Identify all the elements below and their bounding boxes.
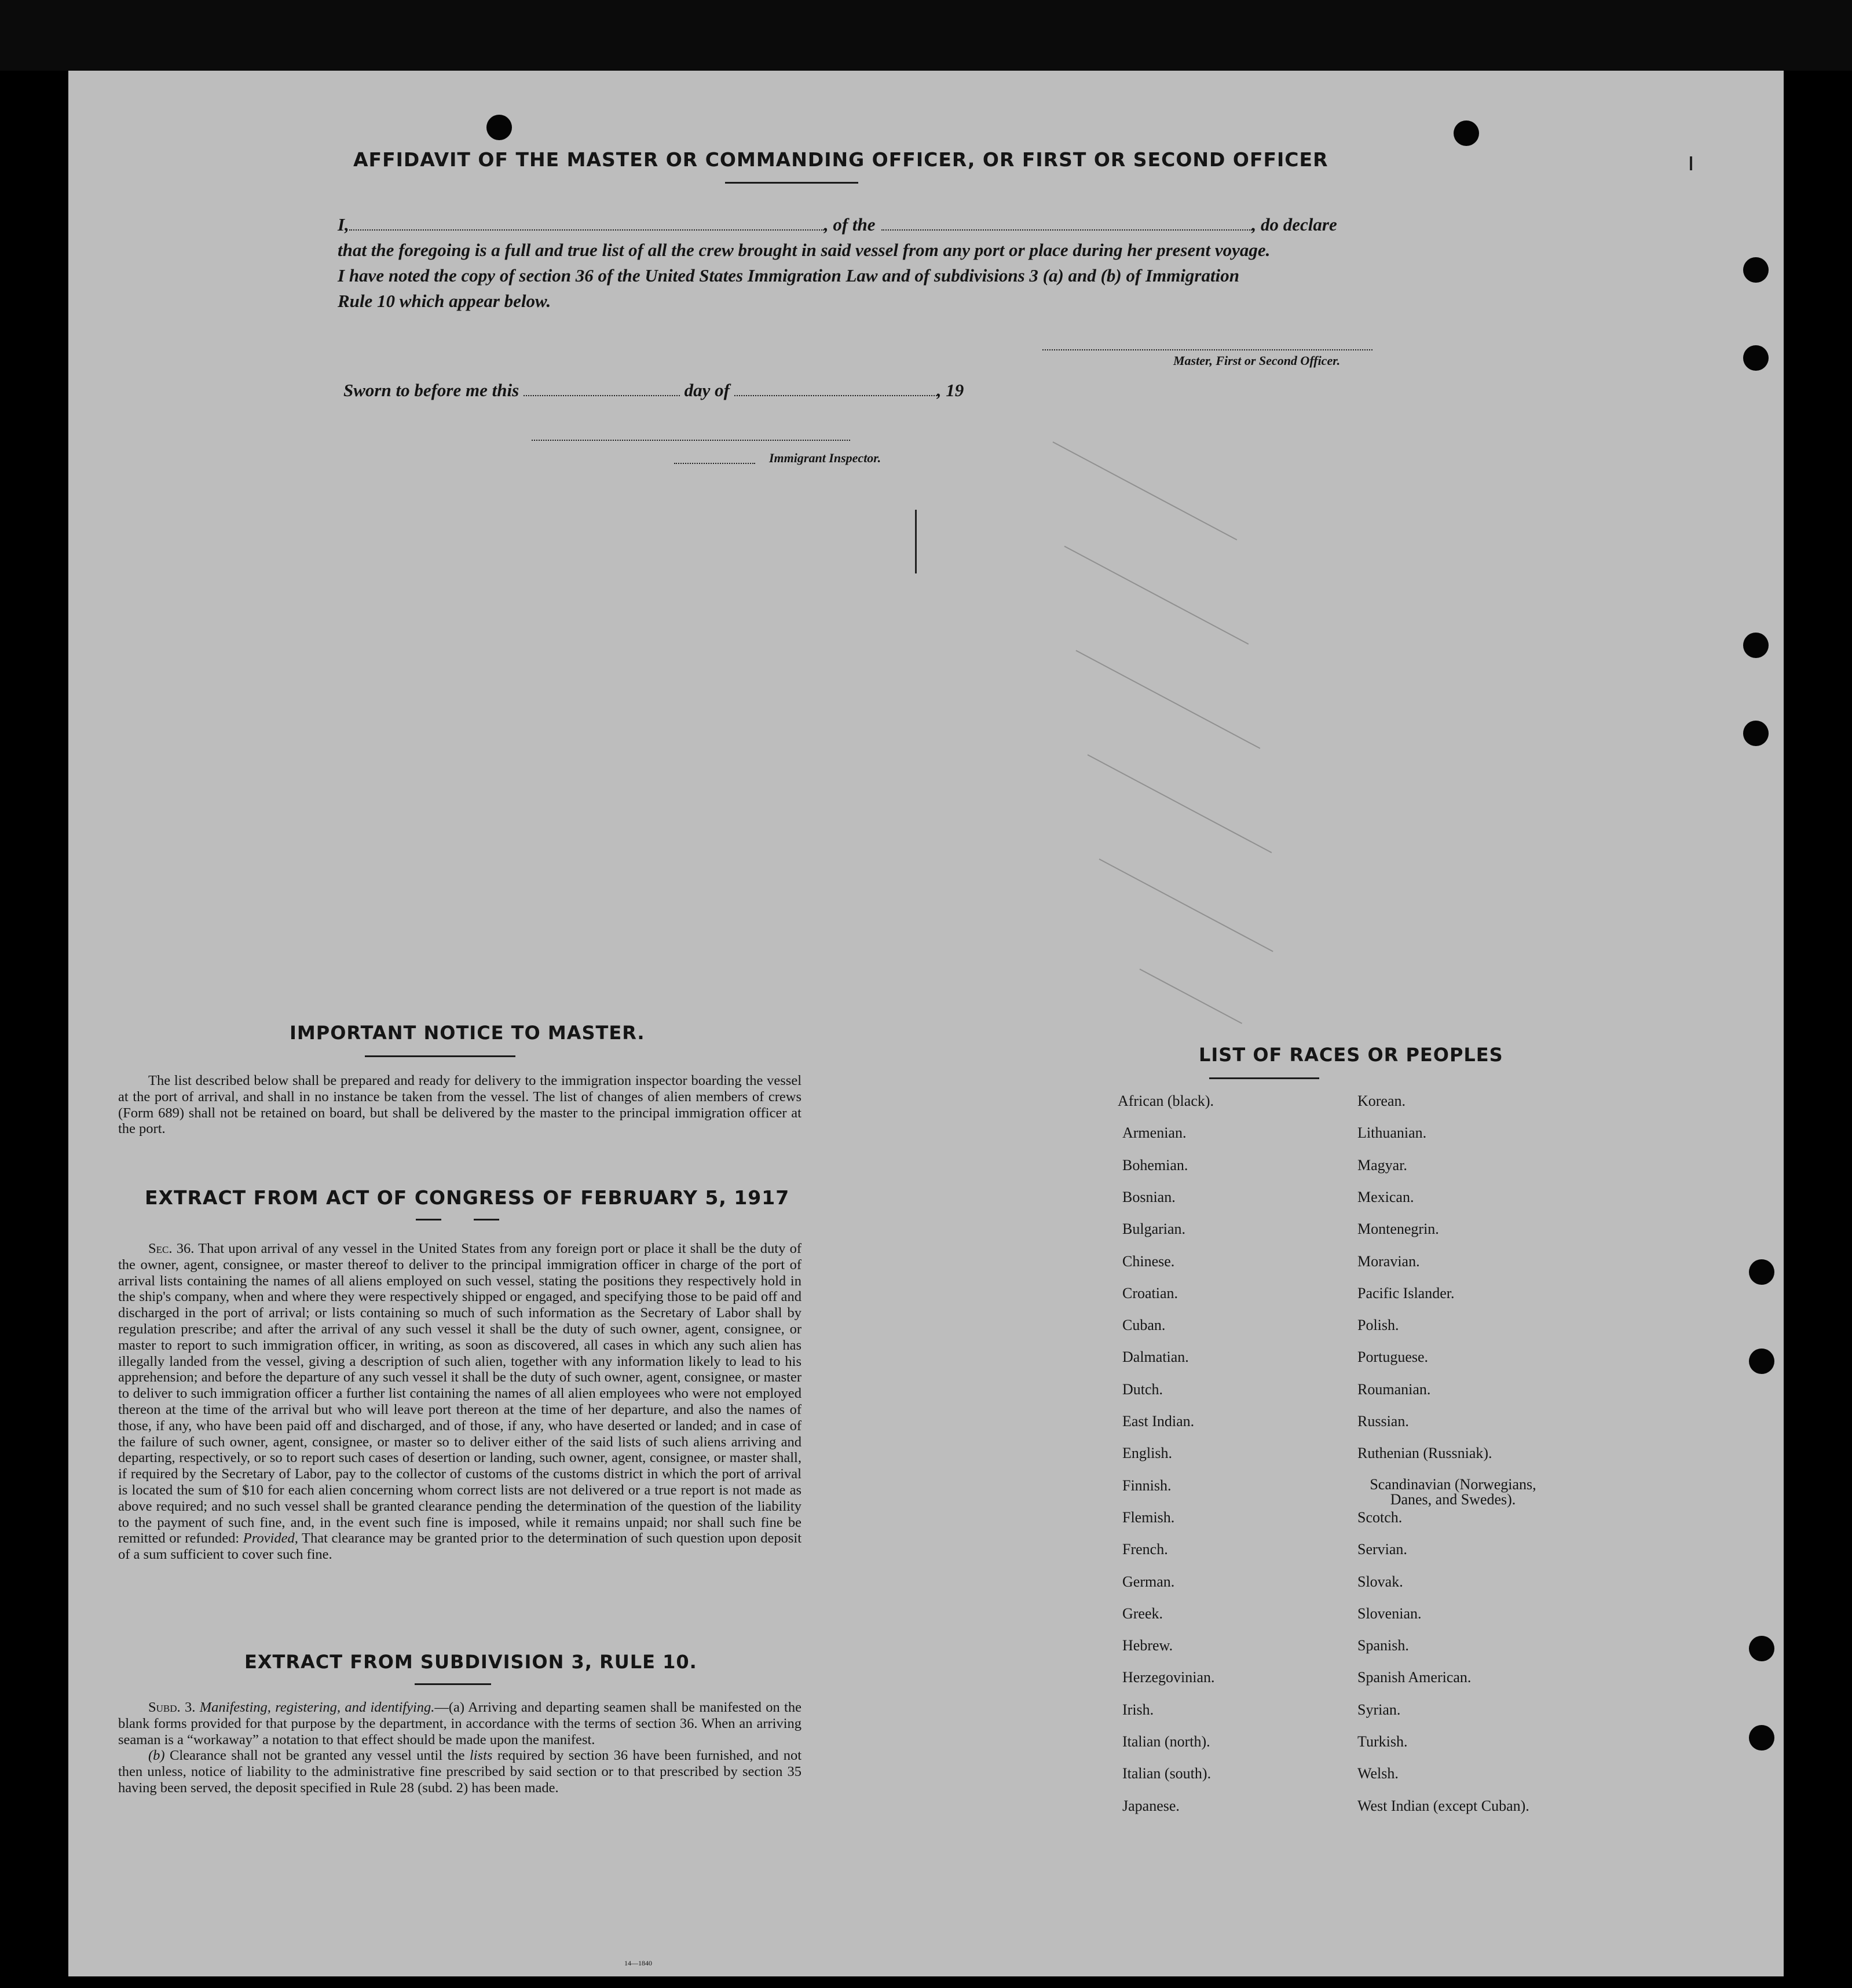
act-section-36 xyxy=(118,1241,801,1563)
officer-name-field[interactable] xyxy=(349,229,824,231)
notice-paragraph: The list described below shall be prepared and ready for delivery to the immigration inspector boarding the vessel at the port of arrival, and shall in no instance be taken from the vessel. The list of changes of alien members of crews (Form 689) shall not be retained on board, but shall be delivered by the master to the principal immigration officer at the port. xyxy=(118,1073,801,1137)
rule-part-a xyxy=(118,1700,801,1748)
rule-part-b-text-1: Clearance shall not be granted any vessel until the xyxy=(170,1748,465,1764)
scan-streak xyxy=(1076,650,1261,749)
race-item: Portuguese. xyxy=(1357,1349,1429,1366)
inspector-signature-label: Immigrant Inspector. xyxy=(769,451,881,465)
race-item: Chinese. xyxy=(1122,1252,1175,1270)
act-section-label: Sec. 36. xyxy=(148,1241,195,1256)
race-item: Magyar. xyxy=(1357,1156,1407,1174)
punch-hole xyxy=(1749,1349,1774,1374)
race-item: Cuban. xyxy=(1122,1317,1166,1334)
race-item: Servian. xyxy=(1357,1541,1407,1558)
affidavit-title-rule xyxy=(725,182,858,184)
rule-subd-heading: Manifesting, registering, and identifying. xyxy=(199,1700,435,1715)
vessel-name-field[interactable] xyxy=(881,229,1252,231)
act-title-rule xyxy=(416,1219,441,1220)
sworn-prefix: Sworn to before me this xyxy=(343,380,519,400)
rule-part-b-label: (b) xyxy=(148,1748,165,1764)
race-item: Irish. xyxy=(1122,1701,1154,1718)
race-item: African (black). xyxy=(1118,1092,1214,1109)
punch-hole xyxy=(1743,257,1769,283)
race-item: Polish. xyxy=(1357,1317,1399,1334)
punch-hole xyxy=(1749,1259,1774,1285)
sworn-year: , 19 xyxy=(936,380,964,400)
race-item: Dalmatian. xyxy=(1122,1349,1189,1366)
race-item: Greek. xyxy=(1122,1605,1163,1622)
sworn-line xyxy=(343,380,964,401)
notice-title-rule xyxy=(365,1055,515,1057)
race-item: Flemish. xyxy=(1122,1508,1175,1526)
sworn-day-of: day of xyxy=(684,380,730,400)
punch-hole xyxy=(1743,345,1769,371)
race-item: Turkish. xyxy=(1357,1733,1408,1750)
race-item: Hebrew. xyxy=(1122,1637,1173,1654)
race-item: Bohemian. xyxy=(1122,1156,1188,1174)
master-signature-field[interactable] xyxy=(1042,349,1372,350)
scan-streak xyxy=(1053,441,1238,540)
race-item: Finnish. xyxy=(1122,1477,1172,1494)
scan-streak xyxy=(1064,546,1249,645)
race-item: Armenian. xyxy=(1122,1124,1187,1142)
race-item: Bosnian. xyxy=(1122,1188,1176,1205)
race-item: Pacific Islander. xyxy=(1357,1284,1455,1302)
race-item: Korean. xyxy=(1357,1092,1406,1109)
scan-streak xyxy=(1099,858,1273,952)
race-item: Slovenian. xyxy=(1357,1605,1422,1622)
race-item: Russian. xyxy=(1357,1413,1409,1430)
race-item: Italian (south). xyxy=(1122,1765,1212,1782)
rule-text xyxy=(118,1700,801,1796)
inspector-signature-field-short xyxy=(674,462,755,464)
affidavit-of-the: , of the xyxy=(823,214,876,235)
punch-hole xyxy=(1454,120,1479,146)
sworn-day-field[interactable] xyxy=(524,394,680,396)
act-title: EXTRACT FROM ACT OF CONGRESS OF FEBRUARY 5, 1917 xyxy=(145,1186,790,1209)
race-item: Japanese. xyxy=(1122,1797,1180,1814)
race-item: Roumanian. xyxy=(1357,1380,1431,1398)
race-item: Slovak. xyxy=(1357,1573,1403,1590)
corner-mark xyxy=(1690,156,1692,170)
race-item: Syrian. xyxy=(1357,1701,1401,1718)
affidavit-declaration-line xyxy=(338,214,1337,235)
punch-hole xyxy=(1749,1636,1774,1661)
race-item: Spanish American. xyxy=(1357,1669,1472,1686)
affidavit-i: I, xyxy=(338,214,349,235)
punch-hole xyxy=(486,115,512,140)
rule-part-b-text-2: required by section 36 have been furnished, and not then unless, notice of liability to the administrative fine prescribed by said section or to that prescribed by section 35 having been served, the deposit specified in Rule 28 (subd. 2) has been made. xyxy=(118,1748,802,1796)
race-item: West Indian (except Cuban). xyxy=(1357,1797,1529,1814)
act-section-text: That upon arrival of any vessel in the United States from any foreign port or place it shall be the duty of the owner, agent, consignee, or master thereof to deliver to the principal immigration officer in charge of the port of arrival lists containing the names of all aliens employed on such vessel, stating the positions they respectively hold in the ship's company, when and where they were respectively shipped or engaged, and specifying those to be paid off and discharged in the port of arrival; or lists containing so much of such information as the Secretary of Labor shall by regulation prescribe; and after the arrival of any such vessel it shall be the duty of such owner, agent, consignee, or master to report to such immigration officer, in writing, as soon as discovered, all cases in which any such alien has illegally landed from the vessel, giving a description of such alien, together with any information likely to lead to his apprehension; and before the departure of any such vessel it shall be the duty of such owner, agent, consignee, or master to deliver to such immigration officer a further list containing the names of all alien employees who were not employed thereon at the time of the arrival but who will leave port thereon at the time of her departure, and also the names of those, if any, who have been paid off and discharged, and of those, if any, who have deserted or landed; and in case of the failure of such owner, agent, consignee, or master so to deliver either of the said lists of such aliens arriving and departing, respectively, or so to report such cases of desertion or landing, such owner, agent, consignee, or master shall, if required by the Secretary of Labor, pay to the collector of customs of the customs district in which the port of arrival is located the sum of $10 for each alien concerning whom correct lists are not delivered or a true report is not made as above required; and no such vessel shall be granted clearance pending the determination of the question of the liability to the payment of such fine, and, in the event such fine is imposed, while it remains unpaid; nor shall such fine be remitted or refunded: xyxy=(118,1241,801,1547)
race-item: Ruthenian (Russniak). xyxy=(1357,1445,1492,1462)
race-item: Herzegovinian. xyxy=(1122,1669,1215,1686)
rule-title-rule xyxy=(415,1683,491,1685)
race-item: Spanish. xyxy=(1357,1637,1409,1654)
scan-border-top xyxy=(0,0,1852,71)
punch-hole xyxy=(1743,633,1769,658)
rule-part-b xyxy=(118,1748,801,1796)
scan-streak xyxy=(1140,969,1243,1024)
race-item: Montenegrin. xyxy=(1357,1220,1439,1238)
race-item: Bulgarian. xyxy=(1122,1220,1186,1238)
rule-part-a-text: —(a) Arriving and departing seamen shall be manifested on the blank forms provided for that purpose by the department, in accordance with the terms of section 36. When an arriving seaman is a “workaway” a notation to that effect should be made upon the manifest. xyxy=(118,1700,801,1748)
race-item: Dutch. xyxy=(1122,1380,1163,1398)
rule-subd-label: Subd. 3. xyxy=(148,1700,196,1715)
act-proviso-text: That clearance may be granted prior to the determination of such question upon deposit of a sum sufficient to cover such fine. xyxy=(118,1530,802,1563)
document-page xyxy=(68,71,1784,1976)
race-item: Italian (north). xyxy=(1122,1733,1210,1750)
affidavit-title: AFFIDAVIT OF THE MASTER OR COMMANDING OFFICER, OR FIRST OR SECOND OFFICER xyxy=(353,148,1328,171)
races-title: LIST OF RACES OR PEOPLES xyxy=(1199,1044,1503,1066)
affidavit-line-4: Rule 10 which appear below. xyxy=(338,291,551,311)
race-item: German. xyxy=(1122,1573,1175,1590)
notice-text xyxy=(118,1073,801,1137)
races-title-rule xyxy=(1209,1077,1319,1079)
sworn-month-field[interactable] xyxy=(734,394,937,396)
race-item: Lithuanian. xyxy=(1357,1124,1427,1142)
race-item: Scotch. xyxy=(1357,1508,1403,1526)
act-proviso-label: Provided, xyxy=(243,1530,298,1547)
race-item: Scandinavian (Norwegians, Danes, and Swedes). xyxy=(1370,1475,1536,1508)
master-signature-label: Master, First or Second Officer. xyxy=(1173,353,1341,368)
form-code: 14—1840 xyxy=(624,1959,652,1967)
affidavit-declare: , do declare xyxy=(1251,214,1337,235)
rule-part-b-lists: lists xyxy=(469,1748,493,1764)
inspector-signature-field[interactable] xyxy=(532,439,850,441)
notice-title: IMPORTANT NOTICE TO MASTER. xyxy=(290,1022,645,1044)
race-item: French. xyxy=(1122,1541,1168,1558)
punch-hole xyxy=(1743,721,1769,746)
race-item: Moravian. xyxy=(1357,1252,1420,1270)
scan-streak xyxy=(1088,754,1272,853)
race-item: East Indian. xyxy=(1122,1413,1195,1430)
affidavit-line-2: that the foregoing is a full and true list of all the crew brought in said vessel from any port or place during her present voyage. xyxy=(338,240,1271,260)
race-item: Welsh. xyxy=(1357,1765,1399,1782)
act-paragraph xyxy=(118,1241,801,1563)
race-item: Mexican. xyxy=(1357,1188,1414,1205)
race-item: English. xyxy=(1122,1445,1172,1462)
punch-hole xyxy=(1749,1725,1774,1751)
affidavit-line-3: I have noted the copy of section 36 of the United States Immigration Law and of subdivisions 3 (a) and (b) of Immigration xyxy=(338,265,1239,286)
pen-mark xyxy=(915,510,917,573)
rule-title: EXTRACT FROM SUBDIVISION 3, RULE 10. xyxy=(244,1651,697,1673)
act-title-rule-2 xyxy=(474,1219,499,1220)
race-item: Croatian. xyxy=(1122,1284,1178,1302)
